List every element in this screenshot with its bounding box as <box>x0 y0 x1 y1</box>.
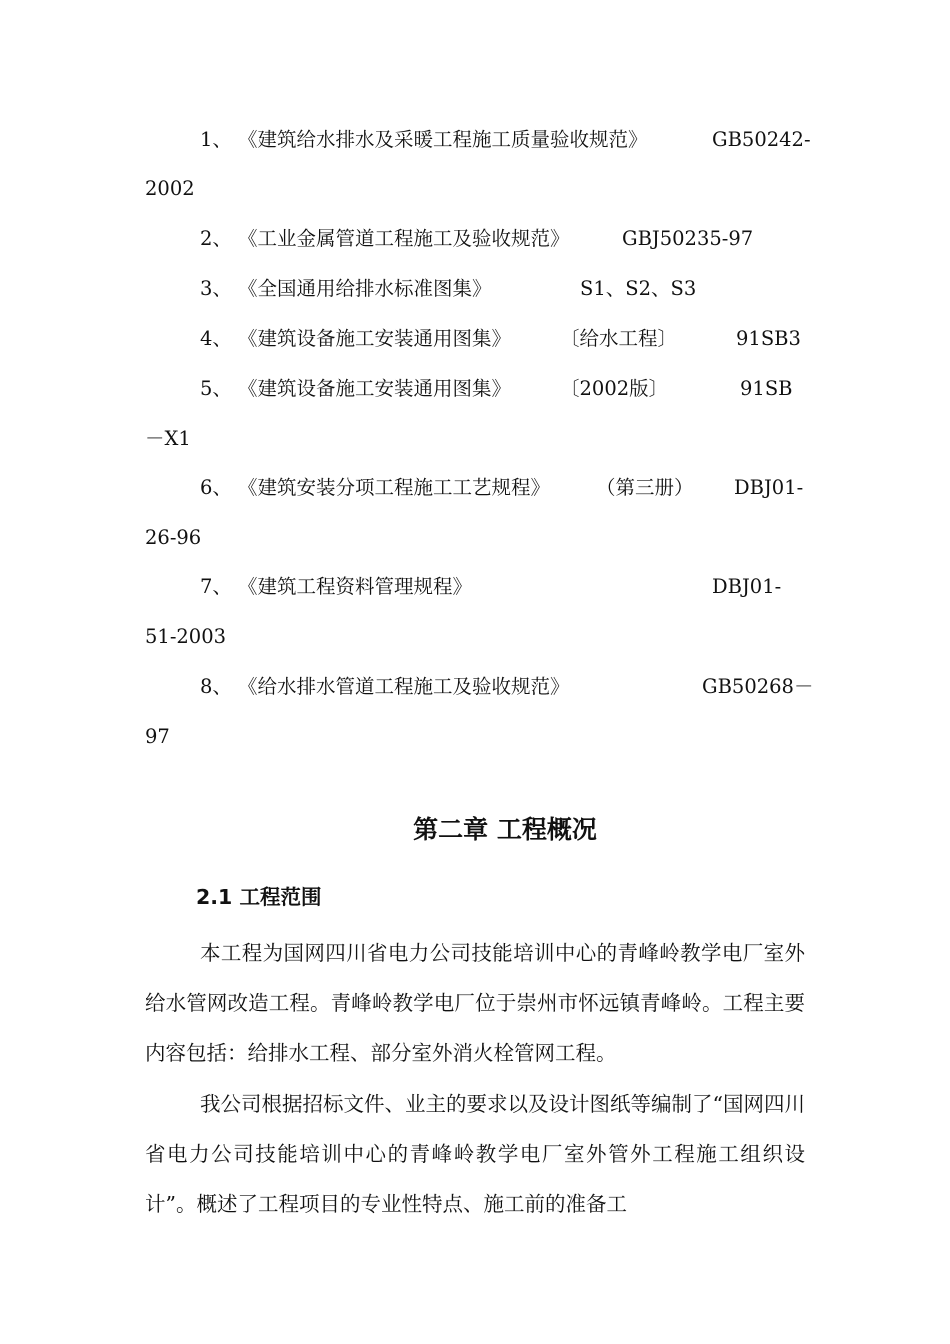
reference-code: DBJ01- <box>734 476 804 499</box>
reference-code: DBJ01- <box>712 575 782 598</box>
reference-item-1 <box>0 125 950 155</box>
reference-item-3 <box>0 274 950 304</box>
reference-code: GB50268－ <box>702 675 814 698</box>
reference-title: 《建筑安装分项工程施工工艺规程》 <box>238 476 551 499</box>
reference-number: 7、 <box>200 575 232 598</box>
reference-number: 4、 <box>200 327 232 350</box>
reference-number: 8、 <box>200 675 232 698</box>
reference-code: S1、S2、S3 <box>580 277 697 300</box>
section-title: 2.1 工程范围 <box>196 885 322 909</box>
chapter-title: 第二章 工程概况 <box>413 815 597 844</box>
reference-note: （第三册） <box>596 476 694 499</box>
reference-number: 1、 <box>200 128 232 151</box>
reference-title: 《建筑设备施工安装通用图集》 <box>238 377 512 400</box>
reference-code-continuation: 51-2003 <box>145 625 227 648</box>
reference-number: 5、 <box>200 377 232 400</box>
reference-code: GB50242- <box>712 128 811 151</box>
reference-item-5-continuation <box>0 424 950 454</box>
reference-code: 91SB3 <box>736 327 801 350</box>
reference-item-1-continuation <box>0 174 950 204</box>
reference-item-6-continuation <box>0 523 950 553</box>
reference-title: 《建筑给水排水及采暖工程施工质量验收规范》 <box>238 128 648 151</box>
body-paragraph-1: 本工程为国网四川省电力公司技能培训中心的青峰岭教学电厂室外给水管网改造工程。青峰岭教学电厂位于崇州市怀远镇青峰岭。工程主要内容包括：给排水工程、部分室外消火栓管网工程。 <box>145 941 805 1065</box>
reference-code-continuation: 26-96 <box>145 526 202 549</box>
reference-title: 《全国通用给排水标准图集》 <box>238 277 492 300</box>
reference-number: 2、 <box>200 227 232 250</box>
reference-item-7-continuation <box>0 622 950 652</box>
reference-code: 91SB <box>740 377 793 400</box>
reference-title: 《给水排水管道工程施工及验收规范》 <box>238 675 570 698</box>
reference-number: 3、 <box>200 277 232 300</box>
reference-title: 《建筑工程资料管理规程》 <box>238 575 473 598</box>
reference-note: 〔给水工程〕 <box>560 327 678 350</box>
reference-note: 〔2002版〕 <box>560 377 669 400</box>
body-paragraph-2: 我公司根据招标文件、业主的要求以及设计图纸等编制了“国网四川省电力公司技能培训中心的青峰岭教学电厂室外管外工程施工组织设计”。概述了工程项目的专业性特点、施工前的准备工 <box>145 1092 805 1216</box>
reference-item-6 <box>0 473 950 503</box>
reference-item-8 <box>0 672 950 702</box>
reference-title: 《建筑设备施工安装通用图集》 <box>238 327 512 350</box>
reference-item-5 <box>0 374 950 404</box>
reference-title: 《工业金属管道工程施工及验收规范》 <box>238 227 570 250</box>
reference-code-continuation: －X1 <box>145 427 191 450</box>
reference-code-continuation: 97 <box>145 725 170 748</box>
reference-item-2 <box>0 224 950 254</box>
reference-code-continuation: 2002 <box>145 177 195 200</box>
reference-item-8-continuation <box>0 722 950 752</box>
reference-item-4 <box>0 324 950 354</box>
reference-number: 6、 <box>200 476 232 499</box>
reference-item-7 <box>0 572 950 602</box>
reference-code: GBJ50235-97 <box>622 227 754 250</box>
